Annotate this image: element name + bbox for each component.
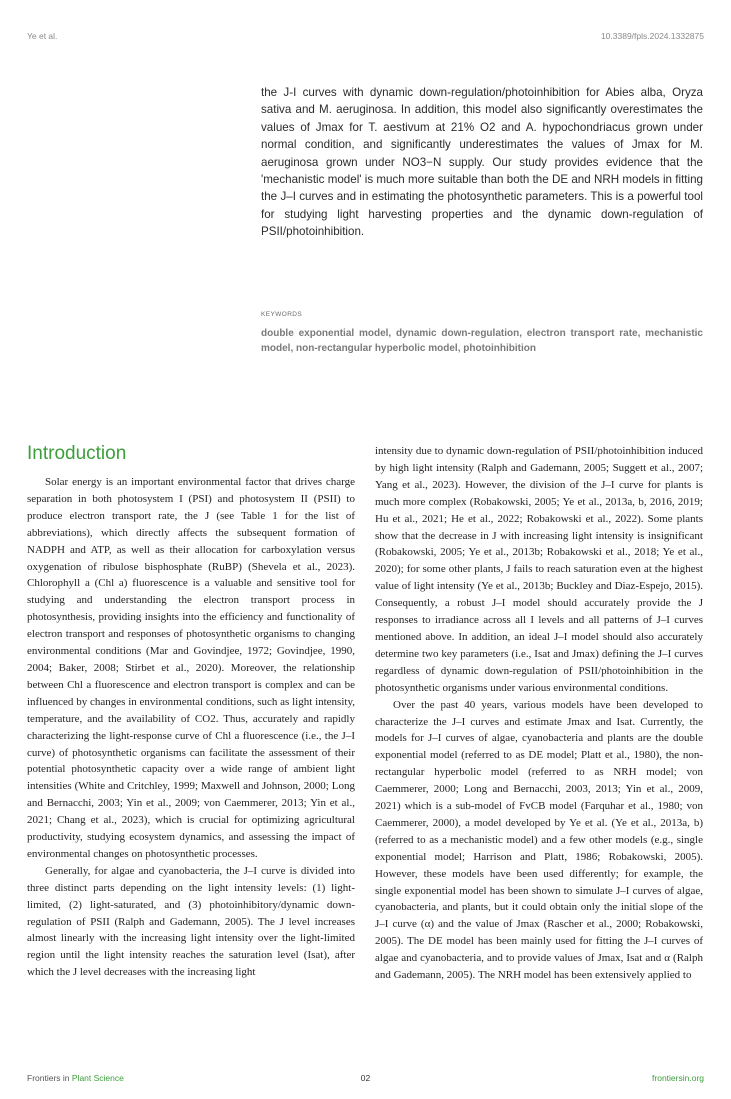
intro-paragraph-1: Solar energy is an important environmental factor that drives charge separation in both photosystem I (PSI) and photosystem II (PSII) to produce electron transport rate, the J (see Table 1 for the list of abbreviations), which directly affects the subsequent formation of NADPH and ATP, as well as their allocation for carboxylation versus oxygenation of ribulose bisphosphate (RuBP) (Shevela et al., 2023). Chlorophyll a (Chl a) fluorescence is a valuable and sensitive tool for studying and understanding the electron transport process in photosynthesis, providing insights into the efficiency and functionality of electron transport and responses of photosynthetic organisms to changing environmental conditions (Mar and Govindjee, 1972; Govindjee, 1990, 2004; Baker, 2008; Stirbet et al., 2020). Moreover, the relationship between Chl a fluorescence and electron transport is complex and can be influenced by changes in environmental conditions, such as light intensity, temperature, and the availability of CO2. Thus, accurately and rapidly characterizing the light-response curve of Chl a fluorescence (i.e., the J–I curve) of photosynthetic organisms can facilitate the assessment of their potential photosynthetic capacity over a wide range of ambient light intensities (White and Critchley, 1999; Maxwell and Johnson, 2000; Long and Bernacchi, 2003; Yin et al., 2009; von Caemmerer, 2013; Yin et al., 2021; Chang et al., 2023), which is crucial for optimizing agricultural productivity, studying ecosystem dynamics, and assessing the impact of environmental changes on photosynthetic processes.: [27, 476, 355, 860]
page-number: 02: [360, 1073, 371, 1083]
section-title-introduction: Introduction: [27, 443, 127, 464]
intro-paragraph-2-continued: intensity due to dynamic down-regulation of PSII/photoinhibition induced by high light intensity (Ralph and Gademann, 2005; Suggett et al., 2007; Yang et al., 2023). However, the division of the J–I curve for plants is much more complex (Robakowski, 2005; Ye et al., 2013a, b, 2016, 2019; Hu et al., 2021; He et al., 2022; Robakowski et al., 2022). Some plants show that the decrease in J with increasing light intensity is insignificant (Robakowski, 2005; Ye et al., 2013b; Robakowski et al., 2018; Ye et al., 2020); for some other plants, J fails to reach saturation even at the highest value of light intensity (Ye et al., 2013b; Buckley and Diaz-Espejo, 2015). Consequently, a robust J–I model should accurately provide the J responses to irradiance across all I levels and all patterns of J–I curves mentioned above. In addition, an ideal J–I model should also accurately determine two key parameters (i.e., Isat and Jmax) defining the J–I curves regardless of dynamic down-regulation of PSII/photoinhibition in the photosynthetic organisms under various environmental conditions.: [375, 445, 703, 694]
right-column: [375, 443, 703, 984]
footer-site-link[interactable]: frontiersin.org: [652, 1073, 704, 1083]
intro-paragraph-2: Generally, for algae and cyanobacteria, the J–I curve is divided into three distinct parts depending on the light intensity levels: (1) light-limited, (2) light-saturated, and (3) photoinhibitory/dynamic down-regulation of PSII (Ralph and Gademann, 2005). The J level increases almost linearly with the increasing light intensity over the light-limited region until the light intensity reaches the saturation level (Isat), after which the J level decreases with the increasing light: [27, 864, 355, 979]
running-header-doi[interactable]: 10.3389/fpls.2024.1332875: [600, 31, 704, 41]
intro-paragraph-3: Over the past 40 years, various models have been developed to characterize the J–I curves and estimate Jmax and Isat. Currently, the models for J–I curves of algae, cyanobacteria and plants are the double exponential model (referred to as DE model; Platt et al., 1980), the non-rectangular hyperbolic model (referred to as NRH model; von Caemmerer, 2000; Long and Bernacchi, 2003, 2013; Yin et al., 2009, 2021) which is a sub-model of FvCB model (Farquhar et al., 1980; von Caemmerer, 2000), a model developed by Ye et al. (Ye et al., 2013a, b) (referred to as a mechanistic model) and a few other models (e.g., single exponential model; Harrison and Platt, 1986; Robakowski, 2005). However, these models have been used differently; for example, the single exponential model has been shown to simulate J–I curves of algae, cyanobacteria, and plants, but it could obtain only the initial slope of the J–I curve (α) and the value of Jmax (Rascher et al., 2000; Robakowski, 2005). The DE model has been mainly used for fitting the J–I curves of algae and cyanobacteria, and to provide values of Jmax, Isat and α (Ralph and Gademann, 2005). The NRH model has been extensively applied to: [375, 698, 703, 982]
left-column: [27, 443, 355, 981]
footer-journal-name[interactable]: Plant Science: [71, 1073, 124, 1083]
footer-journal-prefix: Frontiers in: [27, 1073, 70, 1083]
keywords-label: KEYWORDS: [261, 311, 303, 318]
running-header-authors: Ye et al.: [27, 31, 58, 41]
keywords-list: double exponential model, dynamic down-regulation, electron transport rate, mechanistic model, non-rectangular hyperbolic model, photoinhibition: [261, 328, 703, 354]
abstract-continuation: the J-I curves with dynamic down-regulation/photoinhibition for Abies alba, Oryza sativa and M. aeruginosa. In addition, this model also significantly overestimates the values of Jmax for T. aestivum at 21% O2 and A. hypochondriacus grown under normal condition, and significantly underestimates the values of Jmax for M. aeruginosa grown under NO3−N supply. Our study provides evidence that the 'mechanistic model' is much more suitable than both the DE and NRH models in fitting the J–I curves and in estimating the photosynthetic parameters. This is a powerful tool for studying light harvesting properties and the dynamic down-regulation of PSII/photoinhibition.: [261, 86, 703, 239]
